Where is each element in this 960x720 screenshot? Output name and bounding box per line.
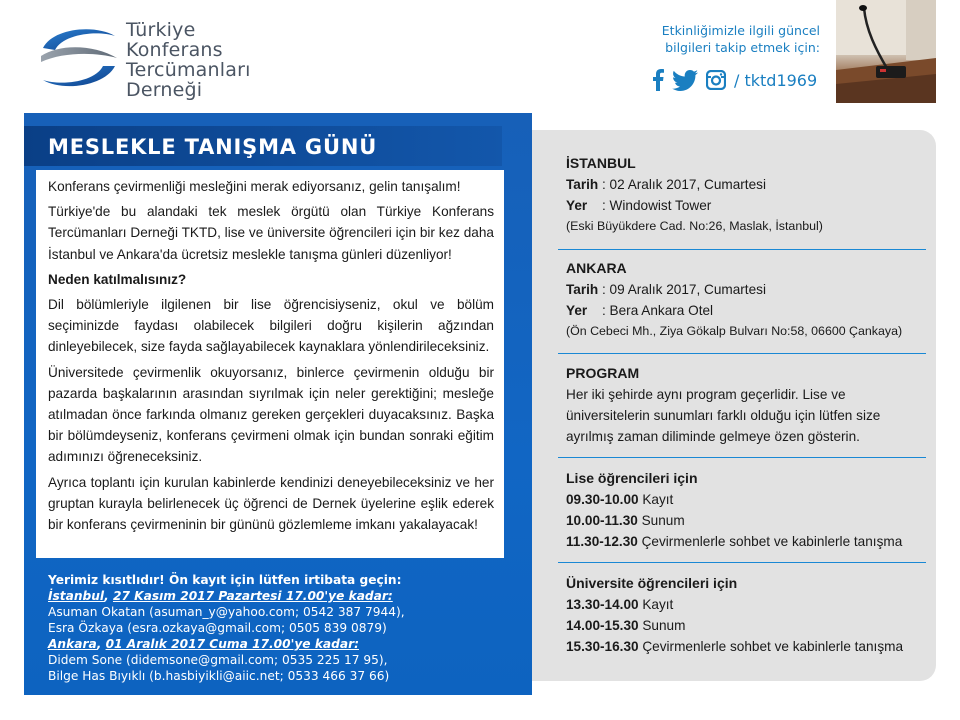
page-title: MESLEKLE TANIŞMA GÜNÜ	[48, 135, 378, 159]
high-school-title: Lise öğrencileri için	[566, 470, 698, 486]
ankara-section	[566, 258, 928, 342]
divider	[558, 562, 926, 563]
university-title: Üniversite öğrencileri için	[566, 575, 738, 591]
ankara-place-label: Yer	[566, 303, 588, 318]
istanbul-address: (Eski Büyükdere Cad. No:26, Maslak, İstanbul)	[566, 219, 823, 233]
ankara-place: : Bera Ankara Otel	[602, 303, 714, 318]
follow-notice	[640, 22, 820, 56]
ankara-contact-2[interactable]: Bilge Has Bıyıklı (b.hasbiyikli@aiic.net; 0533 466 37 66)	[48, 669, 390, 683]
istanbul-date-label: Tarih	[566, 177, 599, 192]
schedule-item: 11.30-12.30 Çevirmenlerle sohbet ve kabinlerle tanışma	[566, 534, 903, 549]
follow-line-2: bilgileri takip etmek için:	[665, 40, 820, 55]
why-attend-heading: Neden katılmalısınız?	[48, 271, 187, 287]
organization-name	[126, 20, 251, 100]
registration-heading: Yerimiz kısıtlıdır! Ön kayıt için lütfen irtibata geçin:	[48, 573, 402, 587]
istanbul-deadline-line: İstanbul, 27 Kasım 2017 Pazartesi 17.00'ye kadar:	[48, 589, 393, 603]
schedule-item: 14.00-15.30 Sunum	[566, 618, 686, 633]
facebook-icon[interactable]	[652, 69, 664, 91]
microphone-photo	[836, 0, 936, 103]
follow-line-1: Etkinliğimizle ilgili güncel	[661, 23, 820, 38]
instagram-icon[interactable]	[706, 70, 726, 90]
registration-contacts	[48, 572, 508, 684]
divider	[558, 249, 926, 250]
schedule-item: 10.00-11.30 Sunum	[566, 513, 685, 528]
program-section	[566, 363, 916, 447]
divider	[558, 353, 926, 354]
ankara-date: : 09 Aralık 2017, Cumartesi	[602, 282, 766, 297]
program-title: PROGRAM	[566, 365, 640, 381]
istanbul-section	[566, 153, 928, 237]
intro-paragraph: Konferans çevirmenliği mesleğini merak ediyorsanız, gelin tanışalım!	[48, 179, 461, 194]
schedule-item: 13.30-14.00 Kayıt	[566, 597, 674, 612]
ankara-date-label: Tarih	[566, 282, 599, 297]
high-school-schedule	[566, 468, 928, 552]
university-schedule	[566, 573, 928, 657]
ankara-address: (Ön Cebeci Mh., Ziya Gökalp Bulvarı No:58, 06600 Çankaya)	[566, 324, 903, 338]
schedule-item: 09.30-10.00 Kayıt	[566, 492, 674, 507]
logo-line-4: Derneği	[126, 79, 203, 101]
istanbul-contact-1[interactable]: Asuman Okatan (asuman_y@yahoo.com; 0542 387 7944),	[48, 605, 405, 619]
divider	[558, 457, 926, 458]
social-handle[interactable]: / tktd1969	[734, 70, 818, 90]
ankara-deadline-line: Ankara, 01 Aralık 2017 Cuma 17.00'ye kadar:	[48, 637, 359, 651]
paragraph-3: Üniversitede çevirmenlik okuyorsanız, binlerce çevirmenin olduğu bir pazarda başkalarının arasından sıyrılmak için neler gerektiğini; mesleğe atılmadan önce farkında olmanız gereken gerçekleri duyacaksınız. Başka bir bölümdeyseniz, konferans çevirmeni olmak için bundan sonraki eğitim adımınızı öğreneceksiniz.	[48, 364, 494, 465]
paragraph-2: Dil bölümleriyle ilgilenen bir lise öğrencisiyseniz, okul ve bölüm seçiminizde faydası olabilecek bilgileri doğru kişilerin ağzından dinleyebilecek, size fayda sağlayabilecek kaynaklara yönlendirileceksiniz.	[48, 297, 494, 355]
istanbul-deadline: 27 Kasım 2017 Pazartesi 17.00'ye kadar:	[112, 589, 393, 603]
istanbul-date: : 02 Aralık 2017, Cumartesi	[602, 177, 766, 192]
twitter-icon[interactable]	[672, 70, 698, 91]
ankara-title: ANKARA	[566, 260, 627, 276]
istanbul-title: İSTANBUL	[566, 155, 636, 171]
ankara-deadline: 01 Aralık 2017 Cuma 17.00'ye kadar:	[105, 637, 359, 651]
istanbul-city-label: İstanbul	[48, 589, 105, 603]
logo-line-2: Konferans	[126, 39, 223, 61]
paragraph-4: Ayrıca toplantı için kurulan kabinlerde kendinizi deneyebileceksiniz ve her gruptan kurayla belirlenecek üç öğrenci de Dernek üyelerine eşlik ederek bir konferans çevirmeninin bir gününü gözlemleme imkanı yakalayacak!	[48, 474, 494, 533]
logo-line-3: Tercümanları	[126, 59, 251, 81]
istanbul-place: : Windowist Tower	[602, 198, 712, 213]
description-text	[48, 176, 494, 539]
istanbul-contact-2[interactable]: Esra Özkaya (esra.ozkaya@gmail.com; 0505 839 0879)	[48, 621, 387, 635]
ankara-city-label: Ankara	[48, 637, 97, 651]
paragraph-1: Türkiye'de bu alandaki tek meslek örgütü olan Türkiye Konferans Tercümanları Derneği TKTD, lise ve üniversite öğrencileri için bir kez daha İstanbul ve Ankara'da ücretsiz meslekle tanışma günleri düzenliyor!	[48, 204, 494, 262]
istanbul-place-label: Yer	[566, 198, 588, 213]
logo-line-1: Türkiye	[126, 19, 196, 41]
schedule-item: 15.30-16.30 Çevirmenlerle sohbet ve kabinlerle tanışma	[566, 639, 904, 654]
social-links	[652, 68, 817, 92]
program-text: Her iki şehirde aynı program geçerlidir. Lise ve üniversitelerin sunumları farklı olduğu için lütfen size ayrılmış zaman diliminde gelmeye özen gösterin.	[566, 387, 881, 444]
ankara-contact-1[interactable]: Didem Sone (didemsone@gmail.com; 0535 225 17 95),	[48, 653, 388, 667]
tktd-logo-icon	[35, 22, 121, 94]
